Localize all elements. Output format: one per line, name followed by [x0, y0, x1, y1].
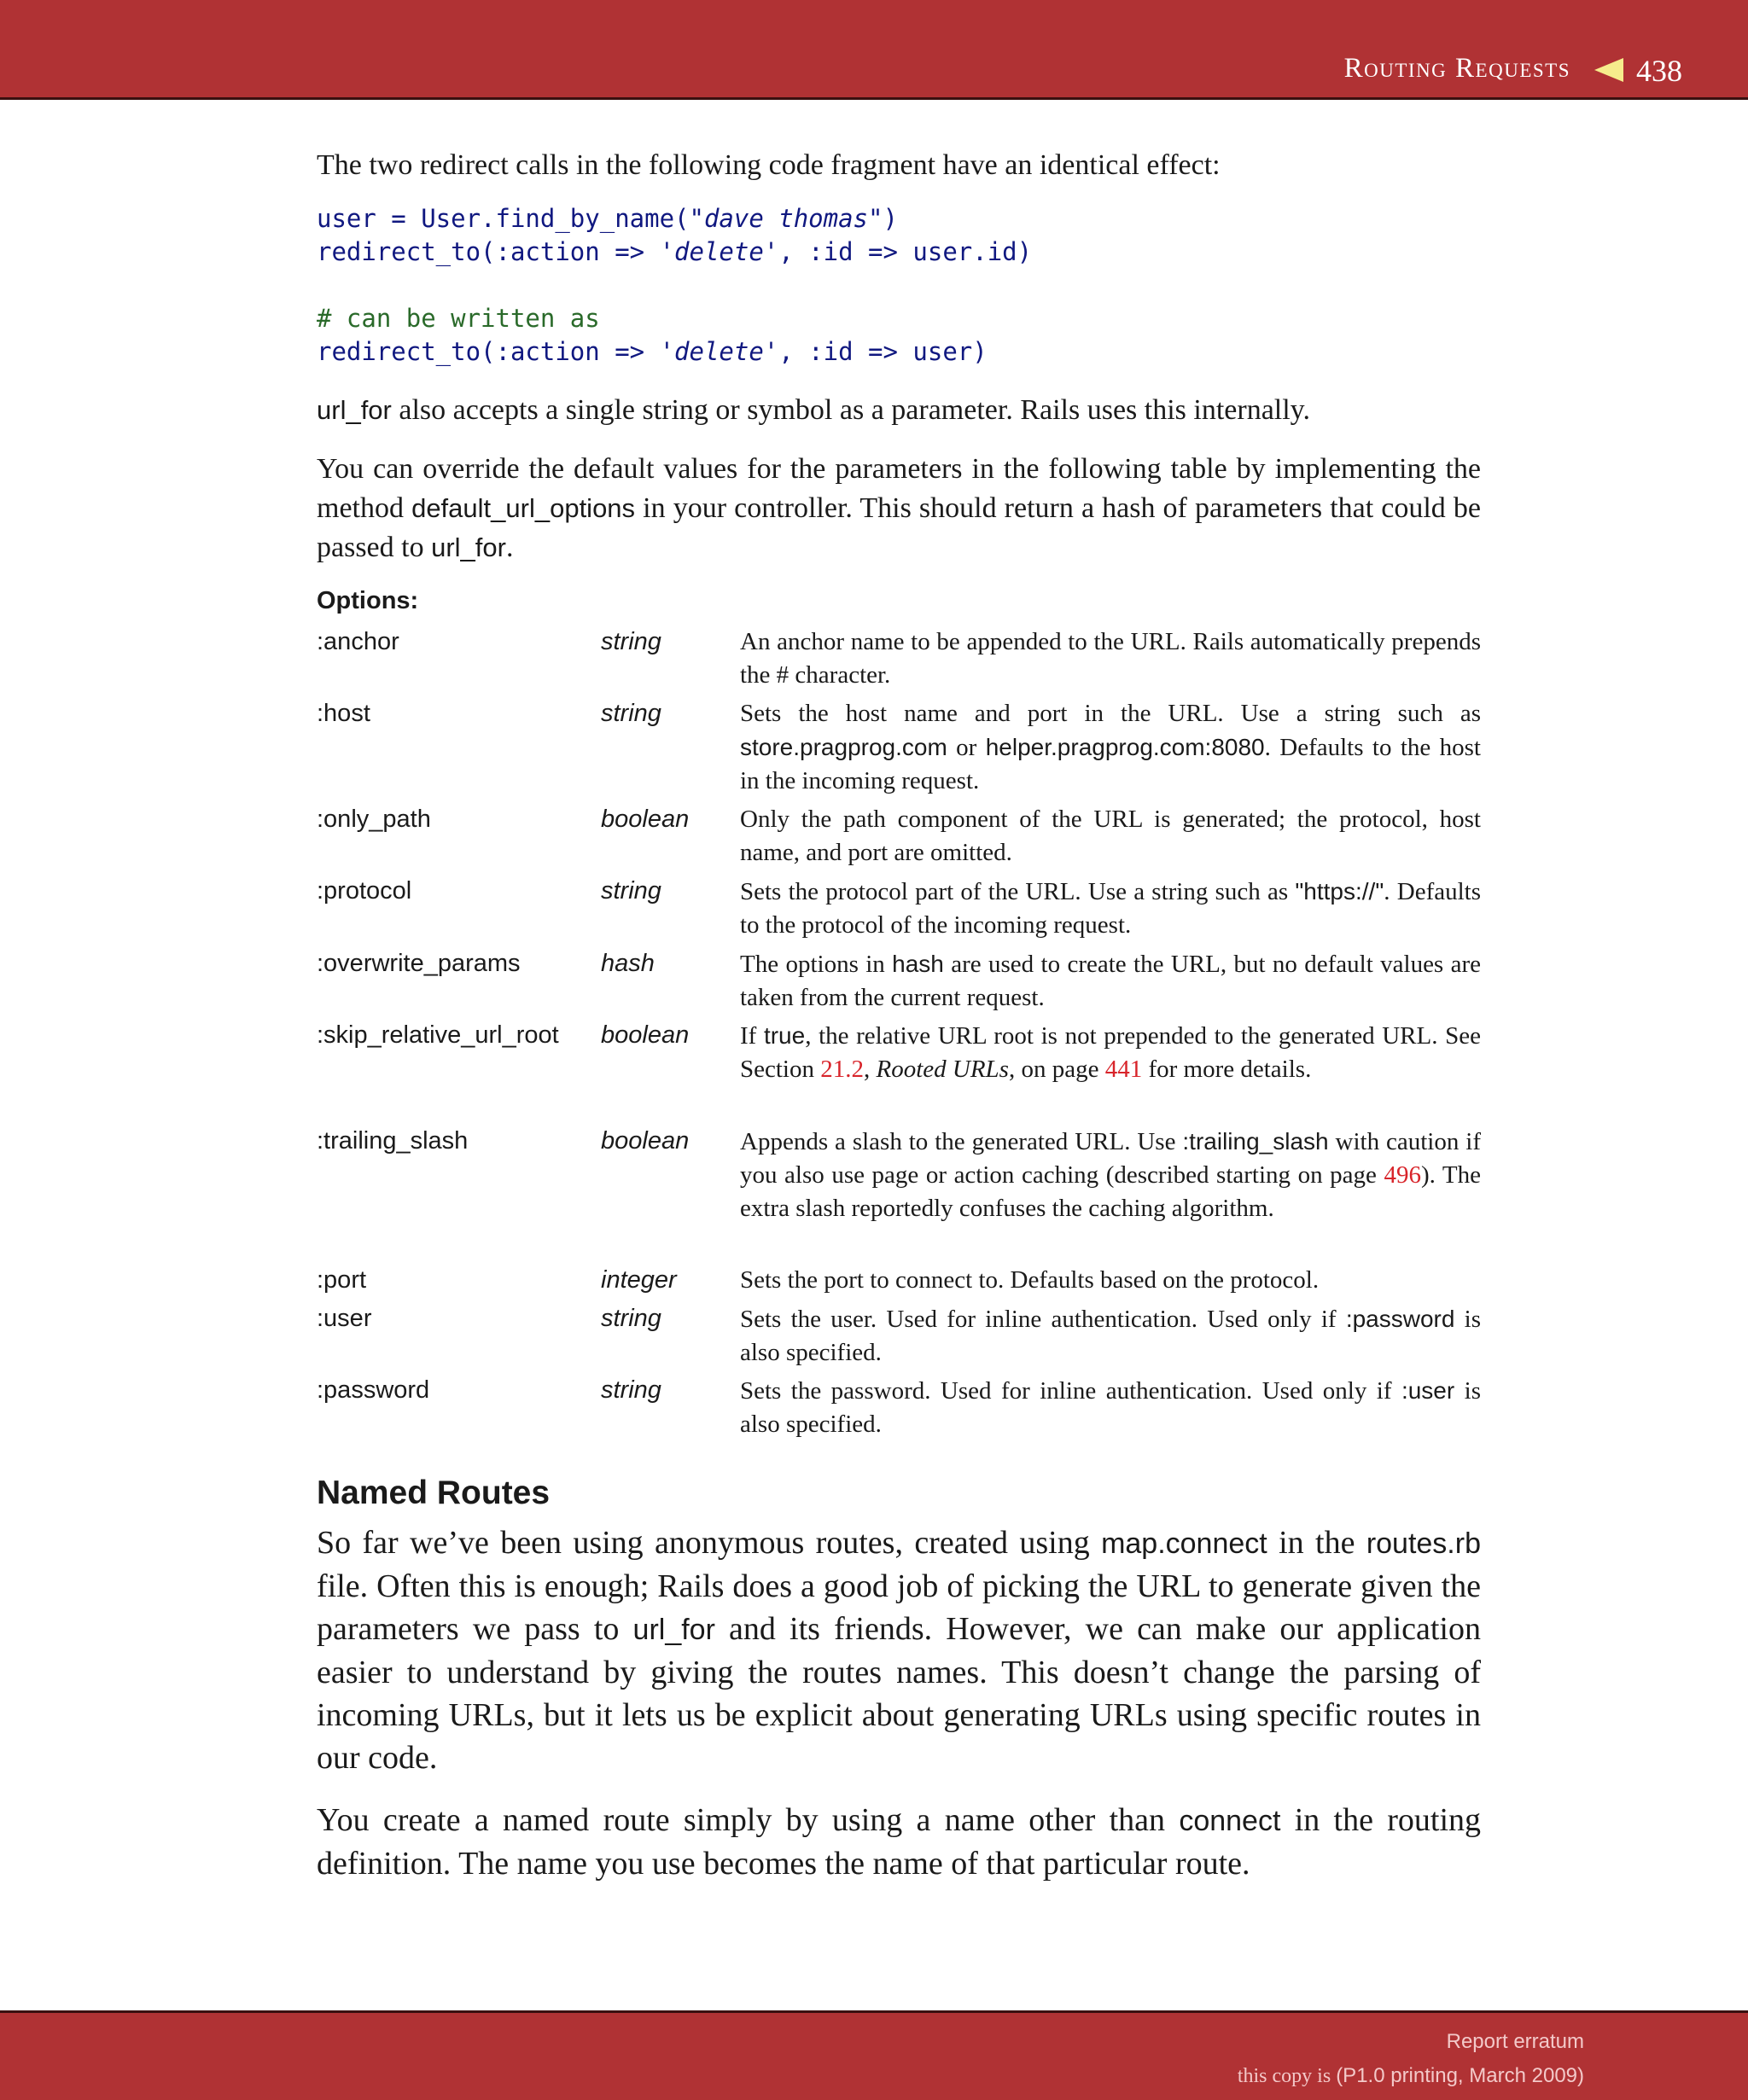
option-name: :only_path [317, 806, 431, 833]
inline-code: url_for [431, 532, 506, 562]
option-name: :anchor [317, 628, 399, 655]
page-number: 438 [1636, 54, 1682, 88]
option-type: boolean [601, 1021, 690, 1049]
option-description: Sets the protocol part of the URL. Use a string such as "https://". Defaults to the protocol of the incoming request. [740, 878, 1481, 939]
option-name: :host [317, 700, 370, 727]
option-description: An anchor name to be appended to the URL. Rails automatically prepends the # character. [740, 628, 1481, 689]
urlfor-paragraph: url_for also accepts a single string or symbol as a parameter. Rails uses this internally. [317, 394, 1310, 426]
intro-paragraph [317, 146, 1481, 185]
page-link[interactable]: 441 [1104, 1056, 1143, 1083]
code-line-2: redirect_to(:action => 'delete', :id => user.id) [317, 237, 1033, 266]
option-type: integer [601, 1266, 677, 1294]
code-comment: # can be written as [317, 304, 600, 333]
report-erratum-link[interactable]: Report erratum [1446, 2030, 1584, 2053]
option-type: string [601, 877, 661, 905]
inline-code: connect [1179, 1805, 1281, 1837]
option-type: string [601, 1376, 661, 1404]
inline-code: routes.rb [1366, 1527, 1481, 1560]
option-description: Sets the port to connect to. Defaults based on the protocol. [740, 1266, 1320, 1294]
copy-info: this copy is (P1.0 printing, March 2009) [1237, 2064, 1584, 2087]
option-description: Only the path component of the URL is generated; the protocol, host name, and port are omitted. [740, 806, 1481, 866]
option-description: If true, the relative URL root is not prepended to the generated URL. See Section 21.2, Rooted URLs, on page 441 for more details. [740, 1022, 1481, 1083]
section-link[interactable]: 21.2 [820, 1056, 864, 1083]
page-header [0, 0, 1748, 100]
option-description: The options in hash are used to create the URL, but no default values are taken from the current request. [740, 951, 1481, 1011]
option-name: :protocol [317, 877, 412, 905]
override-paragraph: You can override the default values for the parameters in the following table by implementing the method default_url_options in your controller. This should return a hash of parameters that could be passed to url_for. [317, 453, 1481, 563]
option-type: boolean [601, 1127, 690, 1155]
code-block [317, 202, 1032, 369]
code-line-3: redirect_to(:action => 'delete', :id => user) [317, 337, 988, 366]
option-type: string [601, 1305, 661, 1332]
options-title: Options: [317, 587, 419, 614]
inline-code: map.connect [1101, 1527, 1267, 1560]
option-type: string [601, 628, 661, 655]
option-name: :user [317, 1305, 372, 1332]
option-description: Sets the user. Used for inline authentication. Used only if :password is also specified. [740, 1306, 1482, 1366]
intro-text: The two redirect calls in the following code fragment have an identical effect: [317, 149, 1221, 181]
previous-page-arrow-icon[interactable] [1594, 58, 1623, 82]
named-routes-paragraph-2: You create a named route simply by using a name other than connect in the routing definition. The name you use becomes the name of that particular route. [317, 1802, 1481, 1882]
inline-code: url_for [632, 1614, 715, 1646]
option-description: Sets the password. Used for inline authentication. Used only if :user is also specified. [740, 1377, 1481, 1438]
option-type: boolean [601, 806, 690, 833]
named-routes-paragraph-1: So far we’ve been using anonymous routes, created using map.connect in the routes.rb file. Often this is enough; Rails does a good job of picking the URL to generate given the parameters we pass to url_for and its friends. However, we can make our application easier to understand by giving the routes names. This doesn’t change the parsing of incoming URLs, but it lets us be explicit about generating URLs using specific routes in our code. [317, 1525, 1481, 1776]
option-type: string [601, 700, 661, 727]
option-name: :password [317, 1376, 430, 1404]
section-heading: Named Routes [317, 1475, 551, 1511]
option-name: :skip_relative_url_root [317, 1021, 559, 1049]
page-link[interactable]: 496 [1384, 1161, 1421, 1189]
page-footer [0, 2010, 1748, 2100]
option-name: :trailing_slash [317, 1127, 469, 1155]
option-type: hash [601, 950, 655, 977]
inline-code: url_for [317, 395, 392, 425]
code-line-1: user = User.find_by_name("dave thomas") [317, 204, 898, 233]
option-description: Appends a slash to the generated URL. Use :trailing_slash with caution if you also use page or action caching (described starting on page 496). The extra slash reportedly confuses the caching algorithm. [740, 1128, 1481, 1222]
inline-code: default_url_options [411, 493, 636, 523]
option-name: :port [317, 1266, 367, 1294]
section-title: Routing Requests [1343, 53, 1570, 84]
option-description: Sets the host name and port in the URL. Use a string such as store.pragprog.com or helper.pragprog.com:8080. Defaults to the host in the incoming request. [740, 700, 1481, 794]
option-name: :overwrite_params [317, 950, 521, 977]
